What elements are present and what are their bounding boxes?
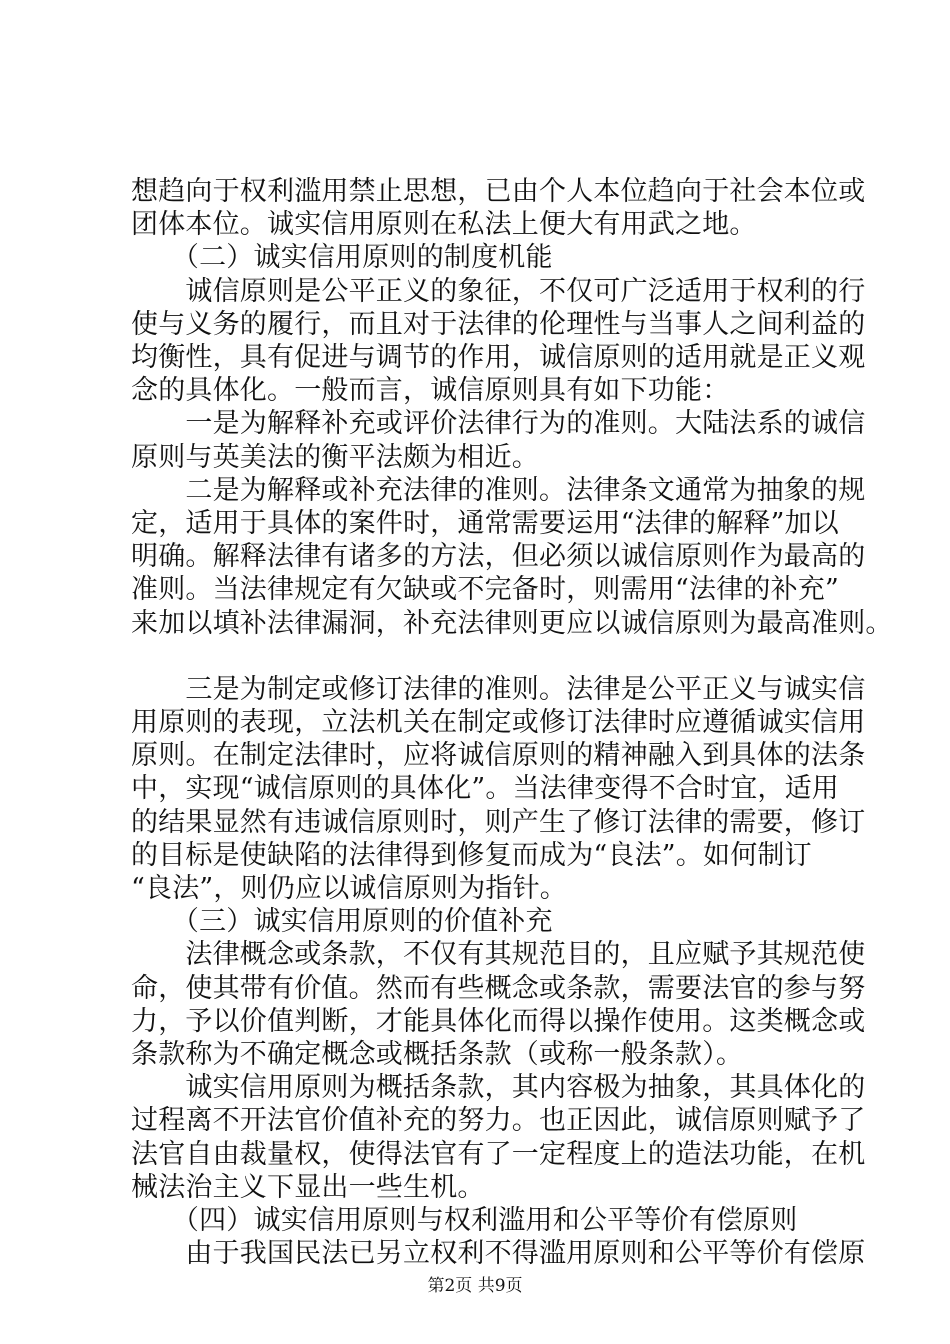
text-line: 法律概念或条款，不仅有其规范目的，且应赋予其规范使 — [131, 939, 866, 971]
text-line: 念的具体化。一般而言，诚信原则具有如下功能： — [131, 375, 730, 407]
text-line: 均衡性，具有促进与调节的作用，诚信原则的适用就是正义观 — [131, 342, 866, 373]
text-line: 一是为解释补充或评价法律行为的准则。大陆法系的诚信 — [131, 408, 866, 440]
text-line: 诚实信用原则为概括条款，其内容极为抽象，其具体化的 — [131, 1072, 866, 1104]
text-line: 力，予以价值判断，才能具体化而得以操作使用。这类概念或 — [131, 1005, 866, 1037]
text-line: “良法”，则仍应以诚信原则为指针。 — [131, 873, 568, 904]
text-line: 三是为制定或修订法律的准则。法律是公平正义与诚实信 — [131, 673, 866, 705]
text-line: 二是为解释或补充法律的准则。法律条文通常为抽象的规 — [131, 474, 866, 506]
text-line: 团体本位。诚实信用原则在私法上便大有用武之地。 — [131, 209, 757, 241]
text-line: 来加以填补法律漏洞，补充法律则更应以诚信原则为最高准则。 — [131, 607, 893, 639]
text-line: 的结果显然有违诚信原则时，则产生了修订法律的需要，修订 — [131, 806, 866, 838]
text-line: 条款称为不确定概念或概括条款（或称一般条款）。 — [131, 1039, 744, 1070]
text-line: 定，适用于具体的案件时，通常需要运用“法律的解释”加以 — [131, 508, 840, 539]
text-line: 由于我国民法已另立权利不得滥用原则和公平等价有偿原 — [131, 1238, 866, 1270]
text-line: 用原则的表现，立法机关在制定或修订法律时应遵循诚实信用 — [131, 707, 866, 738]
text-line: 械法治主义下显出一些生机。 — [131, 1171, 485, 1203]
text-line: 诚信原则是公平正义的象征，不仅可广泛适用于权利的行 — [131, 275, 866, 307]
section-heading: （三）诚实信用原则的价值补充 — [131, 906, 553, 938]
text-line: 过程离不开法官价值补充的努力。也正因此，诚信原则赋予了 — [131, 1105, 866, 1137]
section-heading: （二）诚实信用原则的制度机能 — [131, 242, 553, 274]
text-line: 命，使其带有价值。然而有些概念或条款，需要法官的参与努 — [131, 972, 866, 1004]
text-line: 使与义务的履行，而且对于法律的伦理性与当事人之间利益的 — [131, 308, 866, 340]
text-line: 明确。解释法律有诸多的方法，但必须以诚信原则作为最高的 — [131, 541, 866, 573]
section-heading: （四）诚实信用原则与权利滥用和公平等价有偿原则 — [131, 1205, 798, 1236]
text-line: 法官自由裁量权，使得法官有了一定程度上的造法功能，在机 — [131, 1138, 866, 1170]
text-line: 的目标是使缺陷的法律得到修复而成为“良法”。如何制订 — [131, 839, 812, 871]
text-line: 原则。在制定法律时，应将诚信原则的精神融入到具体的法条 — [131, 740, 866, 772]
text-line: 准则。当法律规定有欠缺或不完备时，则需用“法律的补充” — [131, 574, 840, 606]
text-line: 中，实现“诚信原则的具体化”。当法律变得不合时宜，适用 — [131, 773, 840, 805]
text-line: 想趋向于权利滥用禁止思想，已由个人本位趋向于社会本位或 — [131, 176, 866, 207]
page-footer: 第2页 共9页 — [427, 1276, 523, 1296]
text-line: 原则与英美法的衡平法颇为相近。 — [131, 441, 539, 473]
